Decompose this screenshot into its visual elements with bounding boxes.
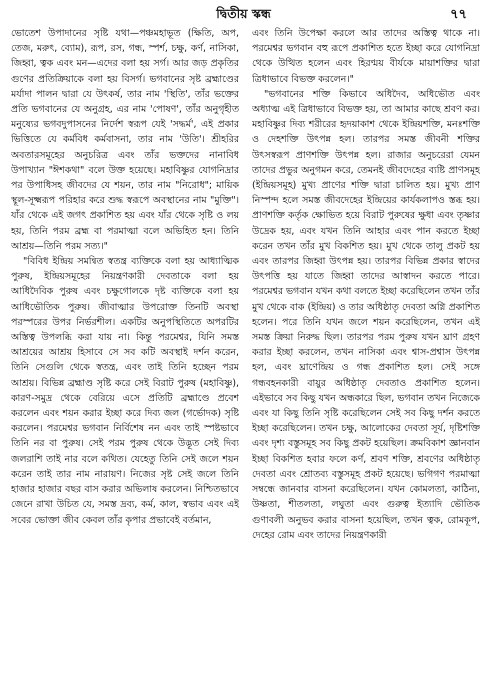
left-paragraph-2: "বিবিধ ইন্দ্রিয় সমন্বিত স্বতন্ত্র ব্যক্তিকে বলা হয় আধ্যাত্মিক পুরুষ, ইন্দ্রিয়সমূহের নিয়ন্ত্রণকারী দেবতাকে বলা হয় আধিদৈবিক পুরুষ এবং চক্ষুগোলকে দৃষ্ট ব্যক্তিকে বলা হয় আধিভৌতিক পুরুষ। জীবাত্মার উপরোক্ত তিনটি অবস্থা পরস্পরের উপর নির্ভরশীল। একটির অনুপস্থিতিতে অপরটির অস্তিত্ব উপলব্ধি করা যায় না। কিন্তু পরমেশ্বর, যিনি সমস্ত আশ্রয়ের আশ্রয় হিসাবে সে সব কটি অবস্থাই দর্শন করেন, তিনি সেগুলি থেকে স্বতন্ত্র, এবং তাই তিনি হচ্ছেন পরম আশ্রয়। বিভিন্ন ব্রহ্মাণ্ড সৃষ্টি করে সেই বিরাট পুরুষ (মহাবিষ্ণু), কারণ-সমুদ্র থেকে বেরিয়ে এসে প্রতিটি ব্রহ্মাণ্ডে প্রবেশ করলেন এবং শয়ন করার ইচ্ছা করে দিব্য জল (গর্ভোদক) সৃষ্টি করলেন। পরমেশ্বর ভগবান নির্বিশেষ নন এবং তাই স্পষ্টভাবে তিনি নর বা পুরুষ। সেই পরম পুরুষ থেকে উদ্ভূত সেই দিব্য জলরাশি তাই নার বলে কথিত। যেহেতু তিনি সেই জলে শয়ন করেন তাই তার নাম নারায়ণ। নিজের সৃষ্ট সেই জলে তিনি হাজার হাজার বছর বাস করার অভিলাষ করলেন। নিশ্চিতভাবে জেনে রাখা উচিত যে, সমস্ত দ্রব্য, কর্ম, কাল, স্বভাব এবং এই সবের ভোক্তা জীব কেবল তাঁর কৃপার প্রভাবেই বর্তমান, xyxy=(11,256,239,526)
right-column xyxy=(252,26,480,674)
left-column xyxy=(11,26,239,674)
page-header xyxy=(0,0,487,26)
left-paragraph-1: ভোতেশ উপাদানের সৃষ্টি যথা—পঞ্চমহাভূত (ক্ষিতি, অপ, তেজ, মরুৎ, ব্যোম), রূপ, রস, গন্ধ, স্পর্শ, চক্ষু, কর্ণ, নাসিকা, জিহ্বা, ত্বক এবং মন—এদের বলা হয় সর্গ। আর জড় প্রকৃতির গুণের প্রতিক্রিয়াকে বলা হয় বিসর্গ। ভগবানের সৃষ্ট ব্রহ্মাণ্ডের মর্যাদা পালন দ্বারা যে উৎকর্ষ, তার নাম 'স্থিতি', তাঁর ভক্তের প্রতি ভগবানের যে অনুগ্রহ, এর নাম 'পোষণ', তাঁর অনুগৃহীত মনুষ্যের ভগবদুপাসনের নির্দেশ স্বরূপ যেই 'সদ্ধর্ম', এই প্রকার ভিত্তিতে যে কর্মবিধ কর্মবাসনা, তার নাম 'উতি'। শ্রীহরির অবতারসমূহের অনুচরিত্র এবং তাঁর ভক্তদের নানাবিধ উপাখ্যান "ঈশকথা" বলে উক্ত হয়েছে। মহাবিষ্ণুর যোগনিদ্রার পর উপাধিসহ জীবদের যে শয়ন, তার নাম "নিরোধ"; মায়িক স্থূল-সূক্ষ্মরূপ পরিহার করে শুদ্ধ স্বরূপে অবস্থানের নাম "মুক্তি"। যাঁর থেকে এই জগৎ প্রকাশিত হয় এবং যাঁর থেকে সৃষ্টি ও লয় হয়, তিনি পরম ব্রহ্ম বা পরমাত্মা বলে অভিহিত হন। তিনি আশ্রয়—তিনি পরম সত্য।" xyxy=(11,28,239,252)
running-title: দ্বিতীয় স্কন্ধ xyxy=(216,6,271,21)
right-paragraph-2: "ভগবানের শক্তি কিভাবে অধিদৈব, অধিভৌত এবং অধ্যাত্ম এই ত্রিধাভাবে বিভক্ত হয়, তা আমার কাছে শ্রবণ কর। মহাবিষ্ণুর দিব্য শরীরের হৃদয়াকাশ থেকে ইন্দ্রিয়শক্তি, মনঃশক্তি ও দেহশক্তি উৎপন্ন হল। তারপর সমস্ত জীবনী শক্তির উৎসস্বরূপ প্রাণশক্তি উৎপন্ন হল। রাজার অনুচরেরা যেমন তাদের প্রভুর অনুগমন করে, তেমনই জীবদেহের ব্যষ্টি প্রাণসমূহ (ইন্দ্রিয়সমূহ) মুখ্য প্রাণের শক্তি দ্বারা চালিত হয়। মুখ্য প্রাণ নিস্পন্দ হলে সমস্ত জীবদেহের ইন্দ্রিয়ের কার্যকলাপও স্তব্ধ হয়। প্রাণশক্তি কর্তৃক ক্ষোভিত হয়ে বিরাট পুরুষের ক্ষুধা এবং তৃষ্ণার উদ্রেক হয়, এবং যখন তিনি আহার এবং পান করতে ইচ্ছা করেন তখন তাঁর মুখ বিকশিত হয়। মুখ থেকে তালু প্রকট হয় এবং তারপর জিহ্বা উৎপন্ন হয়। তারপর বিভিন্ন প্রকার স্বাদের উৎপত্তি হয় যাতে জিহ্বা তাদের আস্বাদন করতে পারে। পরমেশ্বর ভগবান যখন কথা বলতে ইচ্ছা করেছিলেন তখন তাঁর মুখ থেকে বাক (ইন্দ্রিয়) ও তার অধিষ্ঠাতৃ দেবতা অগ্নি প্রকাশিত হলেন। পরে তিনি যখন জলে শয়ন করেছিলেন, তখন এই সমস্ত ক্রিয়া নিরুদ্ধ ছিল। তারপর পরম পুরুষ যখন ঘ্রাণ গ্রহণ করার ইচ্ছা করলেন, তখন নাসিকা এবং শ্বাস-প্রশ্বাস উৎপন্ন হল, এবং ঘ্রাণেন্দ্রিয় ও গন্ধ প্রকাশিত হল। সেই সঙ্গে গন্ধবহনকারী বায়ুর অধিষ্ঠাতৃ দেবতাও প্রকাশিত হলেন। এইভাবে সব কিছু যখন অন্ধকারে ছিল, ভগবান তখন নিজেকে এবং যা কিছু তিনি সৃষ্টি করেছিলেন সেই সব কিছু দর্শন করতে ইচ্ছা করেছিলেন। তখন চক্ষু, আলোকের দেবতা সূর্য, দৃষ্টিশক্তি এবং দৃশ্য বস্তুসমূহ সব কিছু প্রকট হয়েছিল। ক্রমবিকাশ জ্ঞানবান ইচ্ছা বিকশিত হবার ফলে কর্ণ, শ্রবণ শক্তি, শ্রবণের অধিষ্ঠাতৃ দেবতা এবং শ্রোতব্য বস্তুসমূহ প্রকট হয়েছে। ভগিগণ পরমাত্মা সম্বন্ধে জানবার বাসনা করেছিলেন। যখন কোমলতা, কাঠিন্য, উষ্ণতা, শীতলতা, লঘুতা এবং গুরুত্ব ইত্যাদি ভৌতিক গুণাবলী অনুভব করার বাসনা হয়েছিল, তখন ত্বক, রোমকূপ, দেহের রোম এবং তাদের নিয়ন্ত্রণকারী xyxy=(252,88,480,541)
page-number: ৭৭ xyxy=(450,7,467,22)
right-paragraph-1: এবং তিনি উপেক্ষা করলে আর তাদের অস্তিত্ব থাকে না। পরমেশ্বর ভগবান বহু রূপে প্রকাশিত হতে ইচ্ছা করে যোগনিদ্রা থেকে উত্থিত হলেন এবং হিরণ্ময় বীর্যকে মায়াশক্তির দ্বারা ত্রিধাভাবে বিভক্ত করলেন।" xyxy=(252,28,480,85)
